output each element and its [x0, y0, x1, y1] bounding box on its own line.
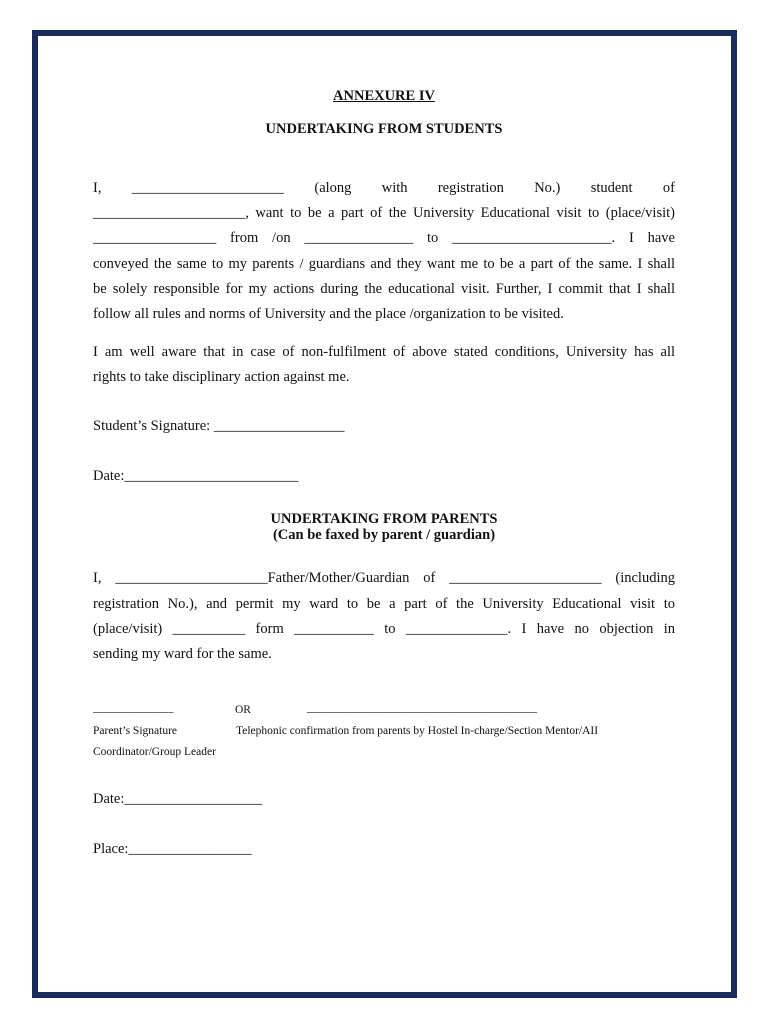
parents-para-line-4: sending my ward for the same. [93, 646, 272, 662]
parent-signature-caption: Parent’s Signature [93, 725, 177, 737]
or-label: OR [235, 704, 251, 716]
students-para2-line-1: I am well aware that in case of non-fulfilment of above stated conditions, University has all [93, 344, 675, 360]
students-para1-line-3: _________________ from /on _______________ to ______________________. I have [93, 230, 675, 246]
student-date-field[interactable]: Date:________________________ [93, 468, 299, 484]
students-para1-line-6: follow all rules and norms of University and the place /organization to be visited. [93, 306, 564, 322]
students-para1-line-5: be solely responsible for my actions during the educational visit. Further, I commit that I shall [93, 281, 675, 297]
parents-para-line-2: registration No.), and permit my ward to be a part of the University Educational visit to [93, 596, 675, 612]
phone-confirmation-caption: Telephonic confirmation from parents by Hostel In-charge/Section Mentor/AII [236, 725, 599, 737]
parent-place-field[interactable]: Place:_________________ [93, 841, 252, 857]
parents-subheading: (Can be faxed by parent / guardian) [272, 527, 496, 543]
annexure-title: ANNEXURE IV [333, 88, 435, 104]
parents-heading: UNDERTAKING FROM PARENTS [270, 511, 498, 527]
students-para1-line-2: _____________________, want to be a part of the University Educational visit to (place/visit) [93, 205, 675, 221]
phone-confirmation-caption-cont: Coordinator/Group Leader [93, 746, 216, 758]
students-para1-line-1: I, _____________________ (along with registration No.) student of [93, 180, 675, 196]
student-signature-field[interactable]: Student’s Signature: __________________ [93, 418, 345, 434]
phone-confirmation-line[interactable]: ________________________________________ [307, 702, 537, 714]
parents-para-line-1: I, _____________________Father/Mother/Guardian of _____________________ (including [93, 570, 675, 586]
students-para1-line-4: conveyed the same to my parents / guardians and they want me to be a part of the same. I shall [93, 256, 675, 272]
parent-date-field[interactable]: Date:___________________ [93, 791, 263, 807]
students-heading: UNDERTAKING FROM STUDENTS [265, 121, 503, 137]
students-para2-line-2: rights to take disciplinary action against me. [93, 369, 350, 385]
parent-signature-line[interactable]: ______________ [93, 702, 174, 714]
parents-para-line-3: (place/visit) __________ form ___________ to ______________. I have no objection in [93, 621, 675, 637]
